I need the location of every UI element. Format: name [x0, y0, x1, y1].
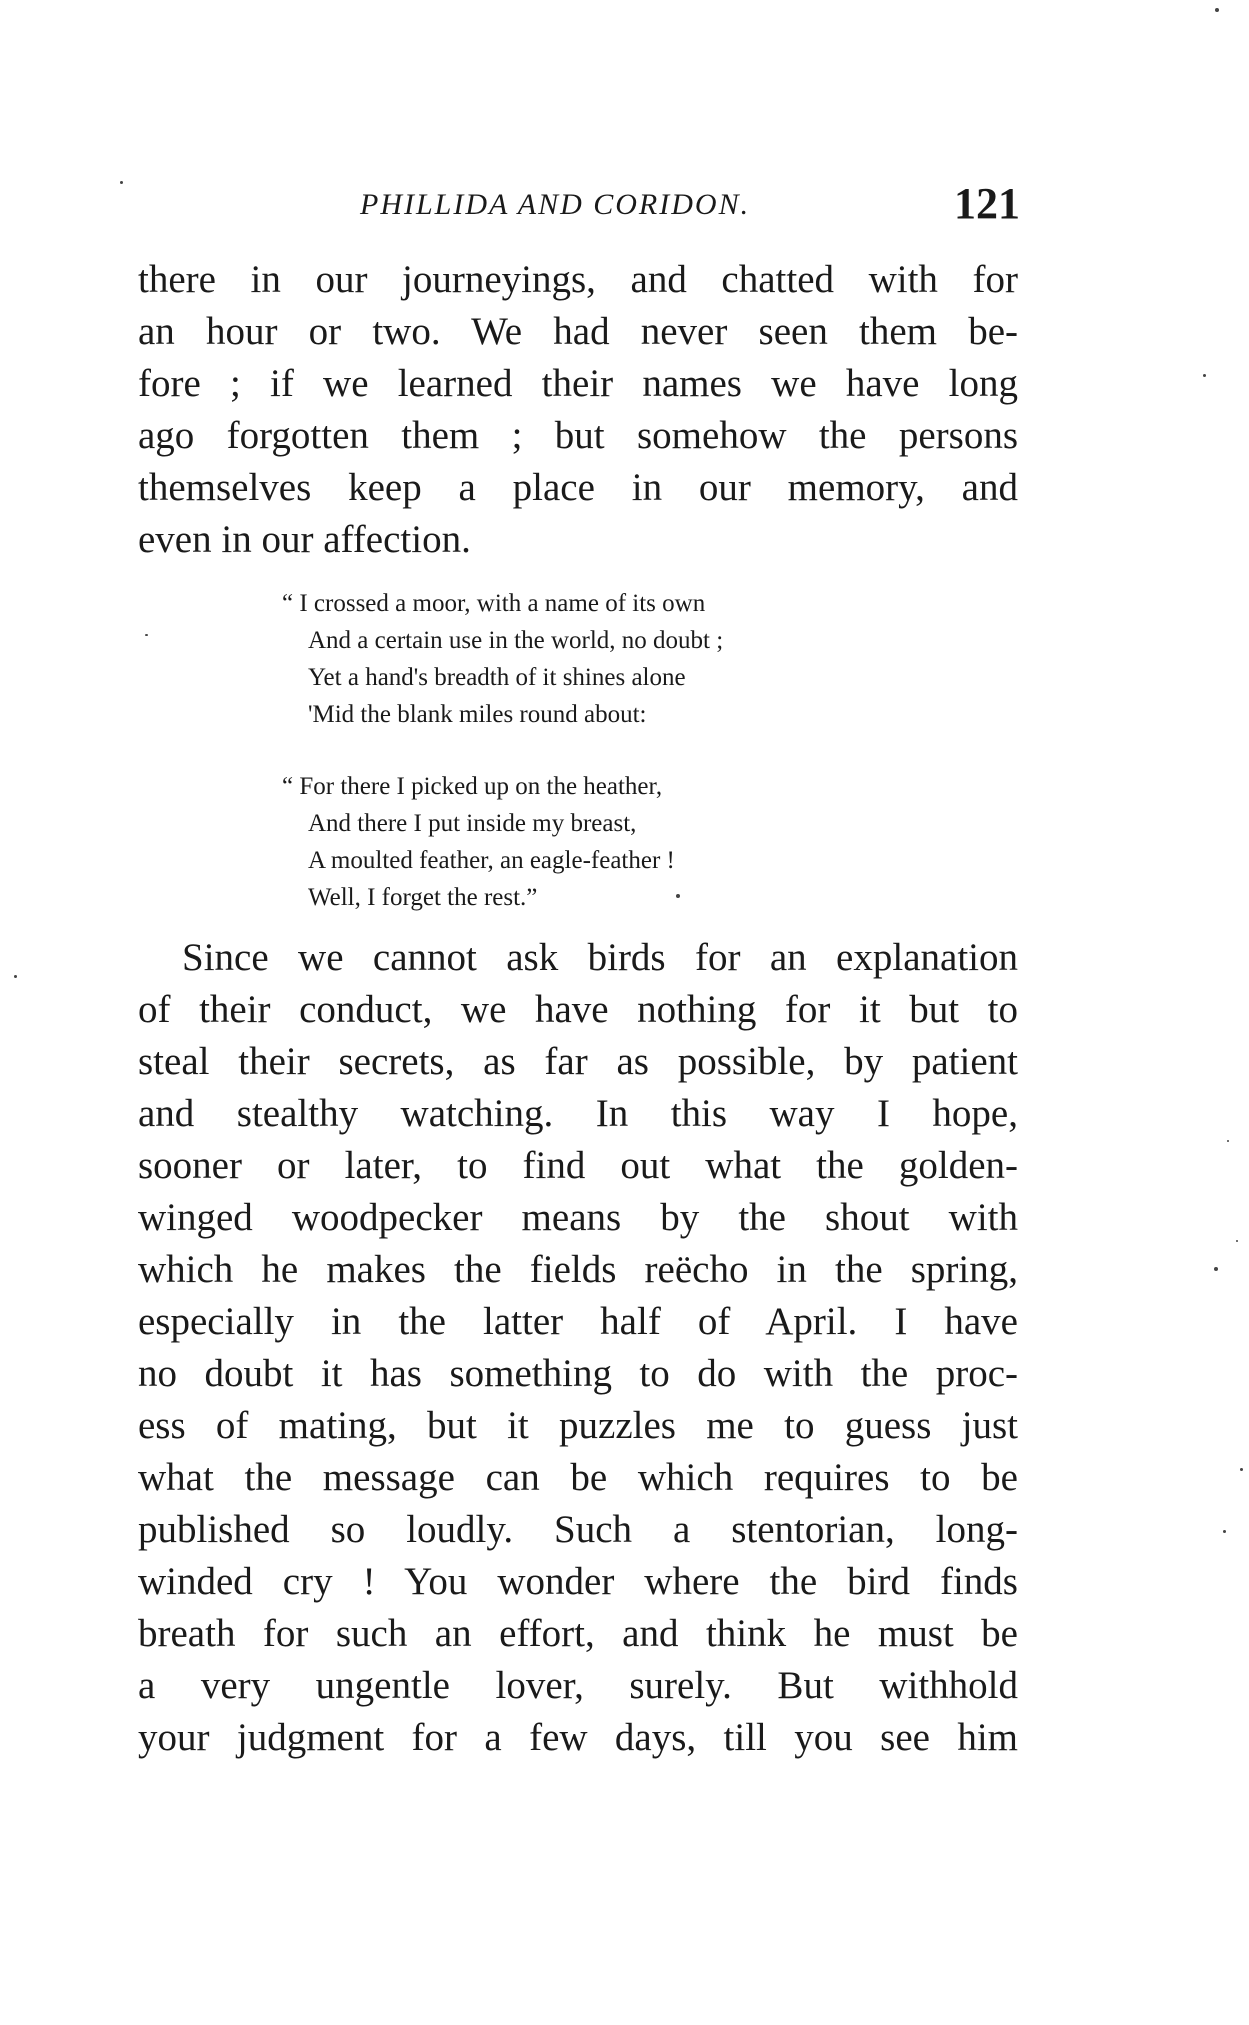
text-line: fore ; if we learned their names we have long — [138, 362, 1018, 405]
poem-stanza-1 — [282, 585, 902, 733]
poem-stanza-2 — [282, 768, 902, 916]
text-line: of their conduct, we have nothing for it but to — [138, 988, 1018, 1031]
text-line: Since we cannot ask birds for an explanation — [182, 936, 1018, 979]
text-line: themselves keep a place in our memory, and — [138, 466, 1018, 509]
scan-speck — [1240, 1468, 1243, 1471]
text-line: especially in the latter half of April. I have — [138, 1300, 1018, 1343]
text-line: a very ungentle lover, surely. But withhold — [138, 1664, 1018, 1707]
scan-speck — [1236, 1240, 1238, 1242]
scan-speck — [1214, 1267, 1218, 1271]
scan-speck — [1203, 374, 1206, 377]
scan-speck — [1223, 1530, 1226, 1533]
verse-line: “ I crossed a moor, with a name of its own — [282, 590, 706, 617]
text-line: winged woodpecker means by the shout with — [138, 1196, 1018, 1239]
text-line: there in our journeyings, and chatted with for — [138, 258, 1018, 301]
verse-line: 'Mid the blank miles round about: — [308, 701, 647, 728]
running-head — [360, 179, 1020, 234]
text-line: no doubt it has something to do with the proc- — [138, 1352, 1018, 1395]
text-line: even in our affection. — [138, 518, 471, 561]
verse-line: Well, I forget the rest.” — [308, 884, 538, 911]
scan-speck — [120, 181, 123, 184]
verse-line: And a certain use in the world, no doubt ; — [308, 627, 724, 654]
scan-speck — [676, 894, 680, 898]
text-line: ago forgotten them ; but somehow the persons — [138, 414, 1018, 457]
scan-speck — [1215, 8, 1219, 12]
text-line: your judgment for a few days, till you see him — [138, 1716, 1018, 1759]
text-line: published so loudly. Such a stentorian, long- — [138, 1508, 1018, 1551]
text-line: what the message can be which requires to be — [138, 1456, 1018, 1499]
text-line: breath for such an effort, and think he must be — [138, 1612, 1018, 1655]
scan-speck — [1227, 1140, 1229, 1142]
paragraph-1 — [138, 254, 1018, 566]
text-line: winded cry ! You wonder where the bird finds — [138, 1560, 1018, 1603]
scan-speck — [145, 634, 148, 636]
scan-speck — [14, 975, 17, 978]
text-line: and stealthy watching. In this way I hope, — [138, 1092, 1018, 1135]
verse-line: And there I put inside my breast, — [308, 810, 637, 837]
verse-line: Yet a hand's breadth of it shines alone — [308, 664, 686, 691]
paragraph-2 — [138, 932, 1018, 1764]
text-line: sooner or later, to find out what the golden- — [138, 1144, 1018, 1187]
text-line: an hour or two. We had never seen them be- — [138, 310, 1018, 353]
verse-line: “ For there I picked up on the heather, — [282, 773, 663, 800]
text-line: which he makes the fields reëcho in the spring, — [138, 1248, 1018, 1291]
text-line: steal their secrets, as far as possible, by patient — [138, 1040, 1018, 1083]
text-line: ess of mating, but it puzzles me to guess just — [138, 1404, 1018, 1447]
running-title: PHILLIDA AND CORIDON. — [360, 188, 751, 221]
verse-line: A moulted feather, an eagle-feather ! — [308, 847, 675, 874]
page-number: 121 — [954, 179, 1020, 228]
